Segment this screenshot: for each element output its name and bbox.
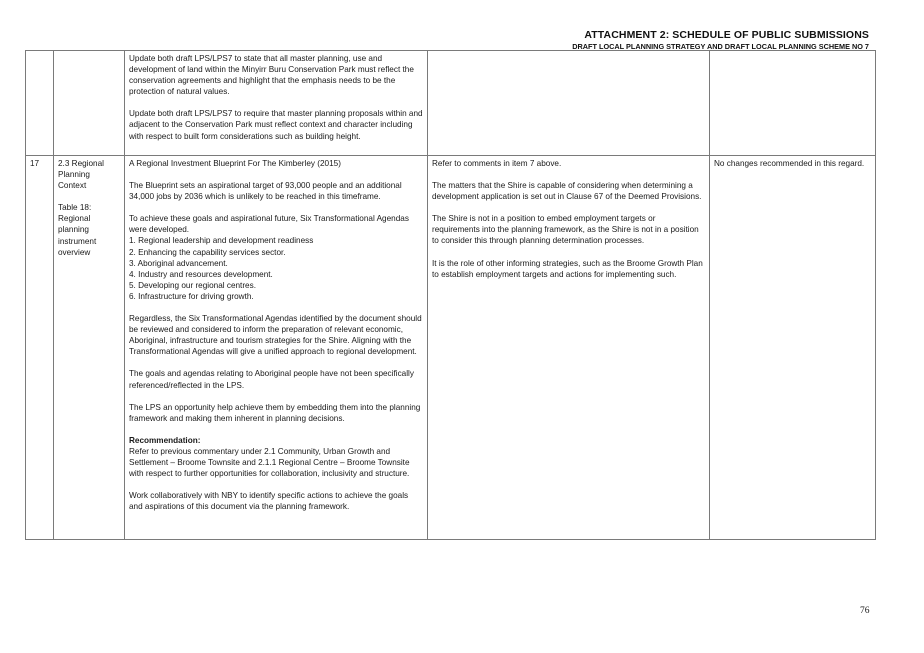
table-reference: Table 18: Regional planning instrument overview [58,203,97,257]
table-row [26,51,876,156]
submission-paragraph: The Blueprint sets an aspirational target of 93,000 people and an additional 34,000 jobs by 2036 which is unlikely to be reached in this timeframe. [129,181,402,202]
page-number: 76 [860,606,870,616]
list-item: 5. Developing our regional centres. [129,280,256,290]
section-cell [54,156,125,540]
submissions-table [25,50,876,540]
response-paragraph: The matters that the Shire is capable of considering when determining a development application is set out in Clause 67 of the Deemed Provisions. [432,181,702,202]
item-number-cell [26,156,54,540]
submission-cell [125,156,428,540]
recommendation-heading: Recommendation: [129,435,201,445]
response-paragraph: It is the role of other informing strategies, such as the Broome Growth Plan to establish employment targets and actions for implementing such. [432,258,703,279]
submission-paragraph: Regardless, the Six Transformational Agendas identified by the document should be reviewed and considered to inform the preparation of relevant economic, Aboriginal, infrastructure and tourism strategies for the Shire. Aligning with the Transformational Agendas will give a unified approach to regional development. [129,314,422,357]
table-row [26,156,876,540]
response-cell [428,51,710,156]
list-item: 3. Aboriginal advancement. [129,258,228,268]
submission-paragraph: The goals and agendas relating to Aboriginal people have not been specifically referenced/reflected in the LPS. [129,369,414,390]
submission-cell [125,51,428,156]
recommendation-cell [710,51,876,156]
list-item: 4. Industry and resources development. [129,269,273,279]
response-paragraph: The Shire is not in a position to embed employment targets or requirements into the planning framework, as the Shire is not in a position to consider this through planning determination processes. [432,214,699,246]
attachment-subtitle: DRAFT LOCAL PLANNING STRATEGY AND DRAFT LOCAL PLANNING SCHEME NO 7 [572,42,869,51]
list-item: 1. Regional leadership and development readiness [129,236,314,246]
section-reference: 2.3 Regional Planning Context [58,159,104,191]
section-cell [54,51,125,156]
attachment-title: ATTACHMENT 2: SCHEDULE OF PUBLIC SUBMISSIONS [584,29,869,41]
submission-title: A Regional Investment Blueprint For The Kimberley (2015) [129,159,341,168]
response-paragraph: Refer to comments in item 7 above. [432,159,562,168]
submission-paragraph: Refer to previous commentary under 2.1 Community, Urban Growth and Settlement – Broome Townsite and 2.1.1 Regional Centre – Broome Townsite with respect to further opportunities for collaboration, inclusivity and structure. [129,446,410,479]
response-cell [428,156,710,540]
submission-paragraph: The LPS an opportunity help achieve them by embedding them into the planning framework and making them inherent in planning decisions. [129,402,421,423]
submission-paragraph: Update both draft LPS/LPS7 to require that master planning proposals within and adjacent to the Conservation Park must reflect context and character including with respect to built form considerations such as building height. [129,109,423,141]
submission-paragraph: To achieve these goals and aspirational future, Six Transformational Agendas were developed. [129,214,409,235]
submission-paragraph: Work collaboratively with NBY to identify specific actions to achieve the goals and aspirations of this document via the planning framework. [129,491,409,512]
list-item: 6. Infrastructure for driving growth. [129,291,254,301]
item-number: 17 [30,159,40,168]
list-item: 2. Enhancing the capability services sector. [129,247,286,257]
submission-paragraph: Update both draft LPS/LPS7 to state that all master planning, use and development of land within the Minyirr Buru Conservation Park must reflect the conservation agreements and highlight that the emphasis needs to be the protection of natural values. [129,54,414,97]
item-number-cell [26,51,54,156]
recommendation-text: No changes recommended in this regard. [714,159,865,168]
recommendation-cell [710,156,876,540]
